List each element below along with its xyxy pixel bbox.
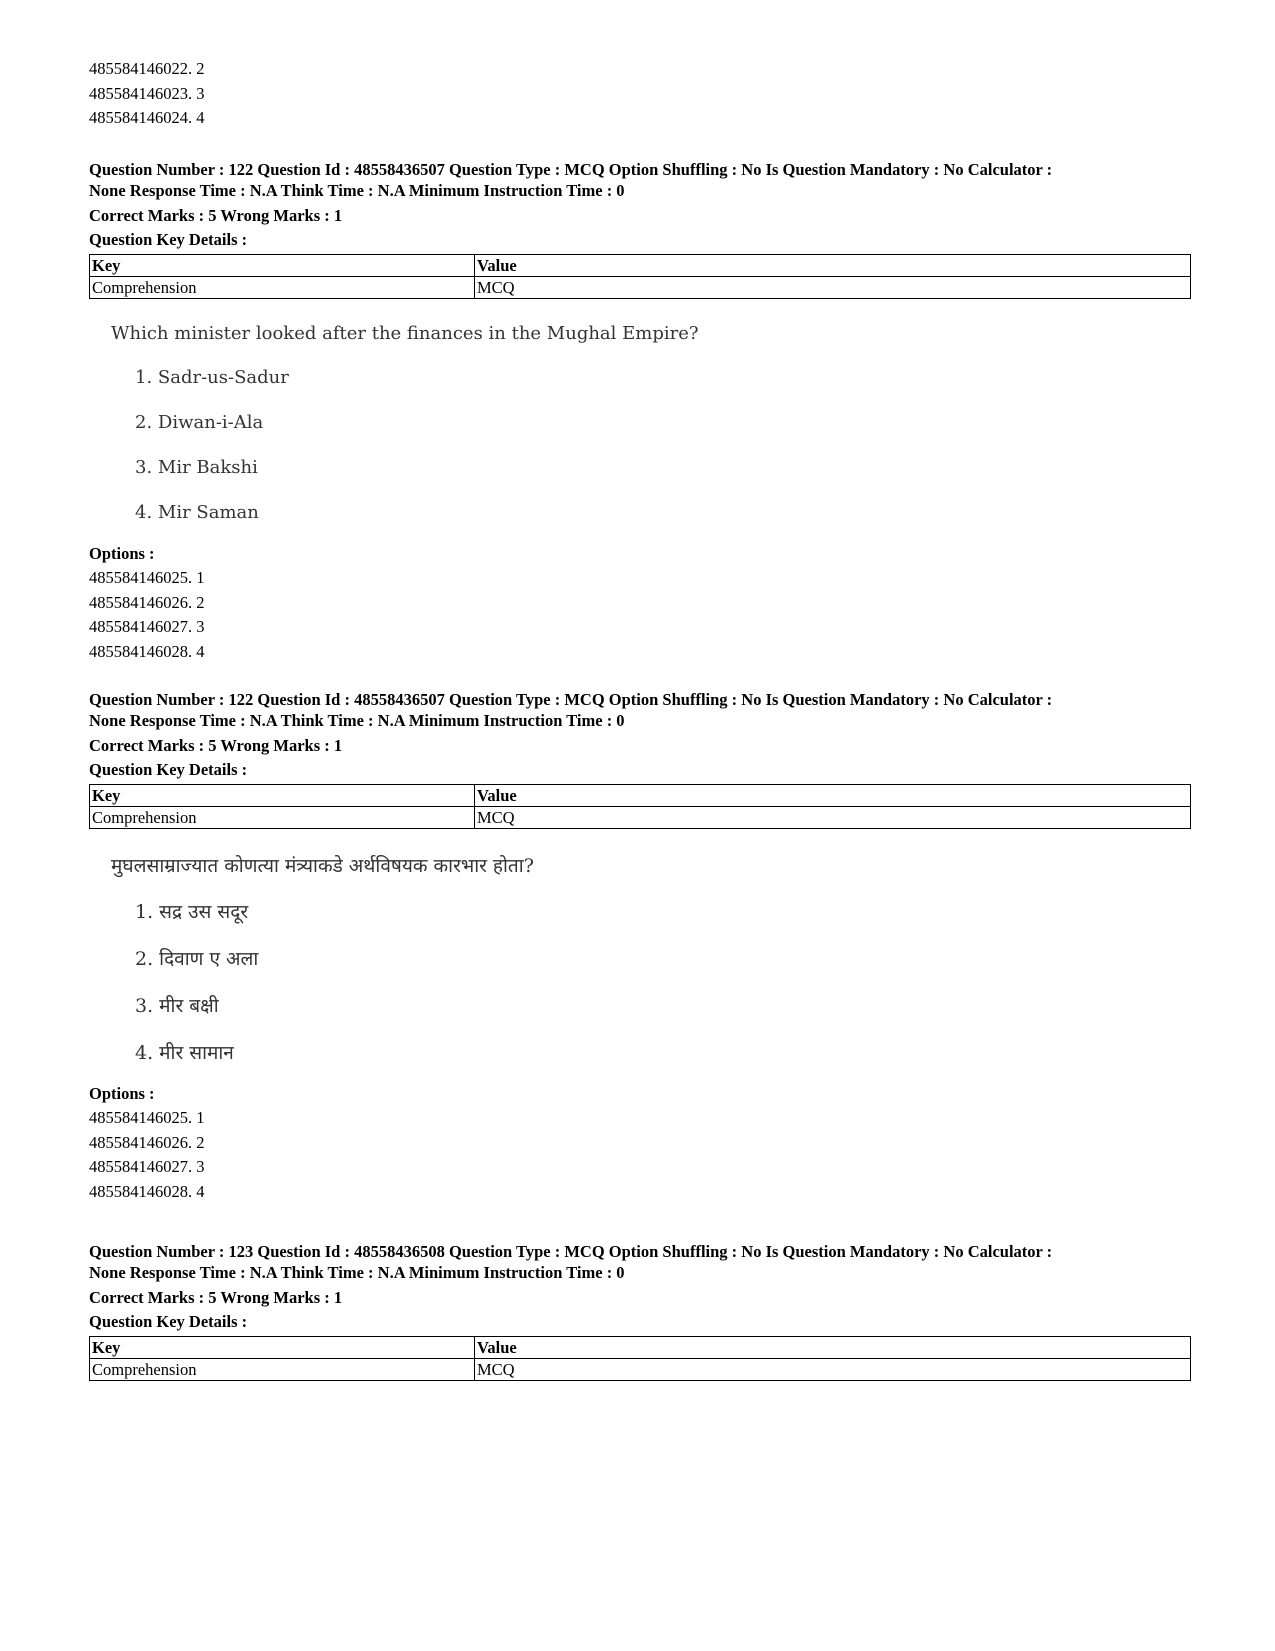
question-block-123: [89, 1242, 1191, 1381]
question-choice: 3. Mir Bakshi: [135, 457, 258, 478]
question-image: [111, 321, 731, 526]
table-header-value: Value: [475, 785, 1191, 807]
option-line: 485584146025. 1: [89, 568, 205, 587]
option-line: 485584146027. 3: [89, 617, 205, 636]
option-line: 485584146028. 4: [89, 1181, 205, 1201]
marks-line: Correct Marks : 5 Wrong Marks : 1: [89, 206, 343, 225]
key-details-table: [89, 1336, 1191, 1381]
key-details-table: [89, 254, 1191, 299]
key-details-label: Question Key Details :: [89, 1312, 248, 1331]
question-header-line: Question Number : 123 Question Id : 48558436508 Question Type : MCQ Option Shuffling : No Is Question Mandatory : No Calculator :: [89, 1242, 1053, 1261]
question-choice: 2. Diwan-i-Ala: [135, 412, 264, 433]
question-choice: 4. Mir Saman: [135, 502, 259, 523]
question-block-122-english: [89, 160, 1191, 664]
table-cell-value: MCQ: [475, 807, 1191, 829]
options-label: Options :: [89, 544, 155, 563]
table-header-key: Key: [90, 785, 475, 807]
option-line: 485584146025. 1: [89, 1108, 205, 1127]
marks-line: Correct Marks : 5 Wrong Marks : 1: [89, 1288, 343, 1307]
question-header-line: None Response Time : N.A Think Time : N.A Minimum Instruction Time : 0: [89, 710, 625, 730]
question-block-122-marathi: [89, 690, 1191, 1204]
question-text: मुघलसाम्राज्यात कोणत्या मंत्र्याकडे अर्थविषयक कारभार होता?: [111, 855, 534, 877]
table-row: [90, 807, 1191, 829]
table-header-row: [90, 255, 1191, 277]
question-choice: 4. मीर सामान: [135, 1042, 234, 1064]
table-cell-value: MCQ: [475, 277, 1191, 299]
option-line: 485584146023. 3: [89, 83, 205, 103]
question-image: [111, 853, 731, 1066]
key-details-label: Question Key Details :: [89, 760, 248, 779]
table-header-value: Value: [475, 1337, 1191, 1359]
question-choice: 1. सद्र उस सदूर: [135, 901, 249, 923]
table-row: [90, 277, 1191, 299]
table-header-row: [90, 785, 1191, 807]
key-details-label: Question Key Details :: [89, 230, 248, 249]
key-details-table: [89, 784, 1191, 829]
table-header-value: Value: [475, 255, 1191, 277]
question-header-line: None Response Time : N.A Think Time : N.A Minimum Instruction Time : 0: [89, 180, 625, 200]
options-label: Options :: [89, 1084, 155, 1103]
table-cell-key: Comprehension: [90, 807, 475, 829]
table-header-key: Key: [90, 1337, 475, 1359]
question-choice: 2. दिवाण ए अला: [135, 948, 259, 970]
marks-line: Correct Marks : 5 Wrong Marks : 1: [89, 736, 343, 755]
question-header-line: Question Number : 122 Question Id : 48558436507 Question Type : MCQ Option Shuffling : No Is Question Mandatory : No Calculator :: [89, 690, 1053, 709]
question-text: Which minister looked after the finances in the Mughal Empire?: [111, 323, 699, 344]
option-line: 485584146028. 4: [89, 641, 205, 661]
option-line: 485584146026. 2: [89, 592, 205, 612]
question-header-line: Question Number : 122 Question Id : 48558436507 Question Type : MCQ Option Shuffling : No Is Question Mandatory : No Calculator :: [89, 160, 1053, 179]
question-choice: 1. Sadr-us-Sadur: [135, 367, 289, 388]
option-line: 485584146027. 3: [89, 1157, 205, 1176]
table-cell-value: MCQ: [475, 1359, 1191, 1381]
table-header-row: [90, 1337, 1191, 1359]
table-header-key: Key: [90, 255, 475, 277]
table-cell-key: Comprehension: [90, 1359, 475, 1381]
option-line: 485584146022. 2: [89, 59, 205, 78]
option-line: 485584146024. 4: [89, 108, 205, 127]
table-cell-key: Comprehension: [90, 277, 475, 299]
previous-question-options: [89, 57, 205, 131]
question-header-line: None Response Time : N.A Think Time : N.A Minimum Instruction Time : 0: [89, 1262, 625, 1282]
question-choice: 3. मीर बक्षी: [135, 995, 219, 1017]
option-line: 485584146026. 2: [89, 1132, 205, 1152]
table-row: [90, 1359, 1191, 1381]
